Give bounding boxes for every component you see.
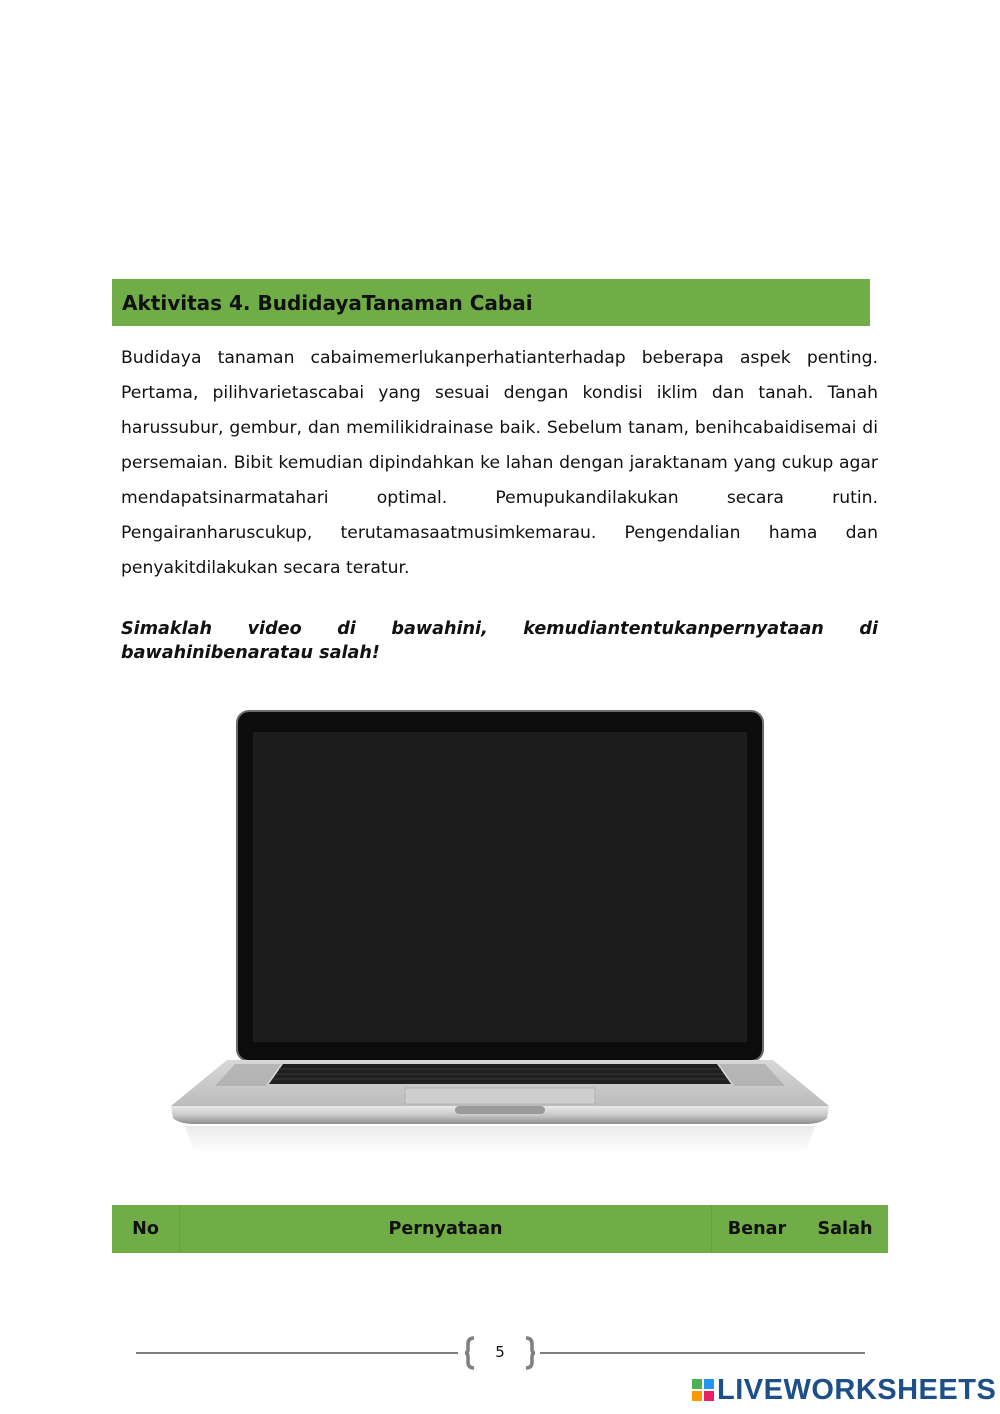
statement-table-header (112, 1205, 888, 1253)
header-false: Salah (817, 1219, 873, 1239)
instruction-text: Simaklah video di bawahini, kemudiantentukanpernyataan di bawahinibenaratau salah! (121, 619, 878, 663)
video-player[interactable] (165, 708, 835, 1160)
header-true: Benar (727, 1219, 787, 1239)
live-logo-icon (692, 1379, 714, 1401)
footer-divider-right (540, 1352, 865, 1354)
section-title: Aktivitas 4. BudidayaTanaman Cabai (122, 290, 533, 315)
footer-divider-left (136, 1352, 458, 1354)
header-statement: Pernyataan (180, 1205, 712, 1253)
page-number: 5 (495, 1343, 505, 1361)
section-header (112, 279, 870, 326)
body-paragraph: Budidaya tanaman cabaimemerlukanperhatianterhadap beberapa aspek penting. Pertama, pilihvarietascabai yang sesuai dengan kondisi iklim dan tanah. Tanah harussubur, gembur, dan memilikidrainase baik. Sebelum tanam, benihcabaidisemai di persemaian. Bibit kemudian dipindahkan ke lahan dengan jaraktanam yang cukup agar mendapatsinarmatahari optimal. Pemupukandilakukan secara rutin. Pengairanharuscukup, terutamasaatmusimkemarau. Pengendalian hama dan penyakitdilakukan secara teratur. (121, 348, 878, 578)
header-no: No (112, 1205, 180, 1253)
brand-name: LIVEWORKSHEETS (717, 1373, 997, 1406)
laptop-icon (165, 708, 835, 1160)
liveworksheets-logo (692, 1374, 996, 1406)
